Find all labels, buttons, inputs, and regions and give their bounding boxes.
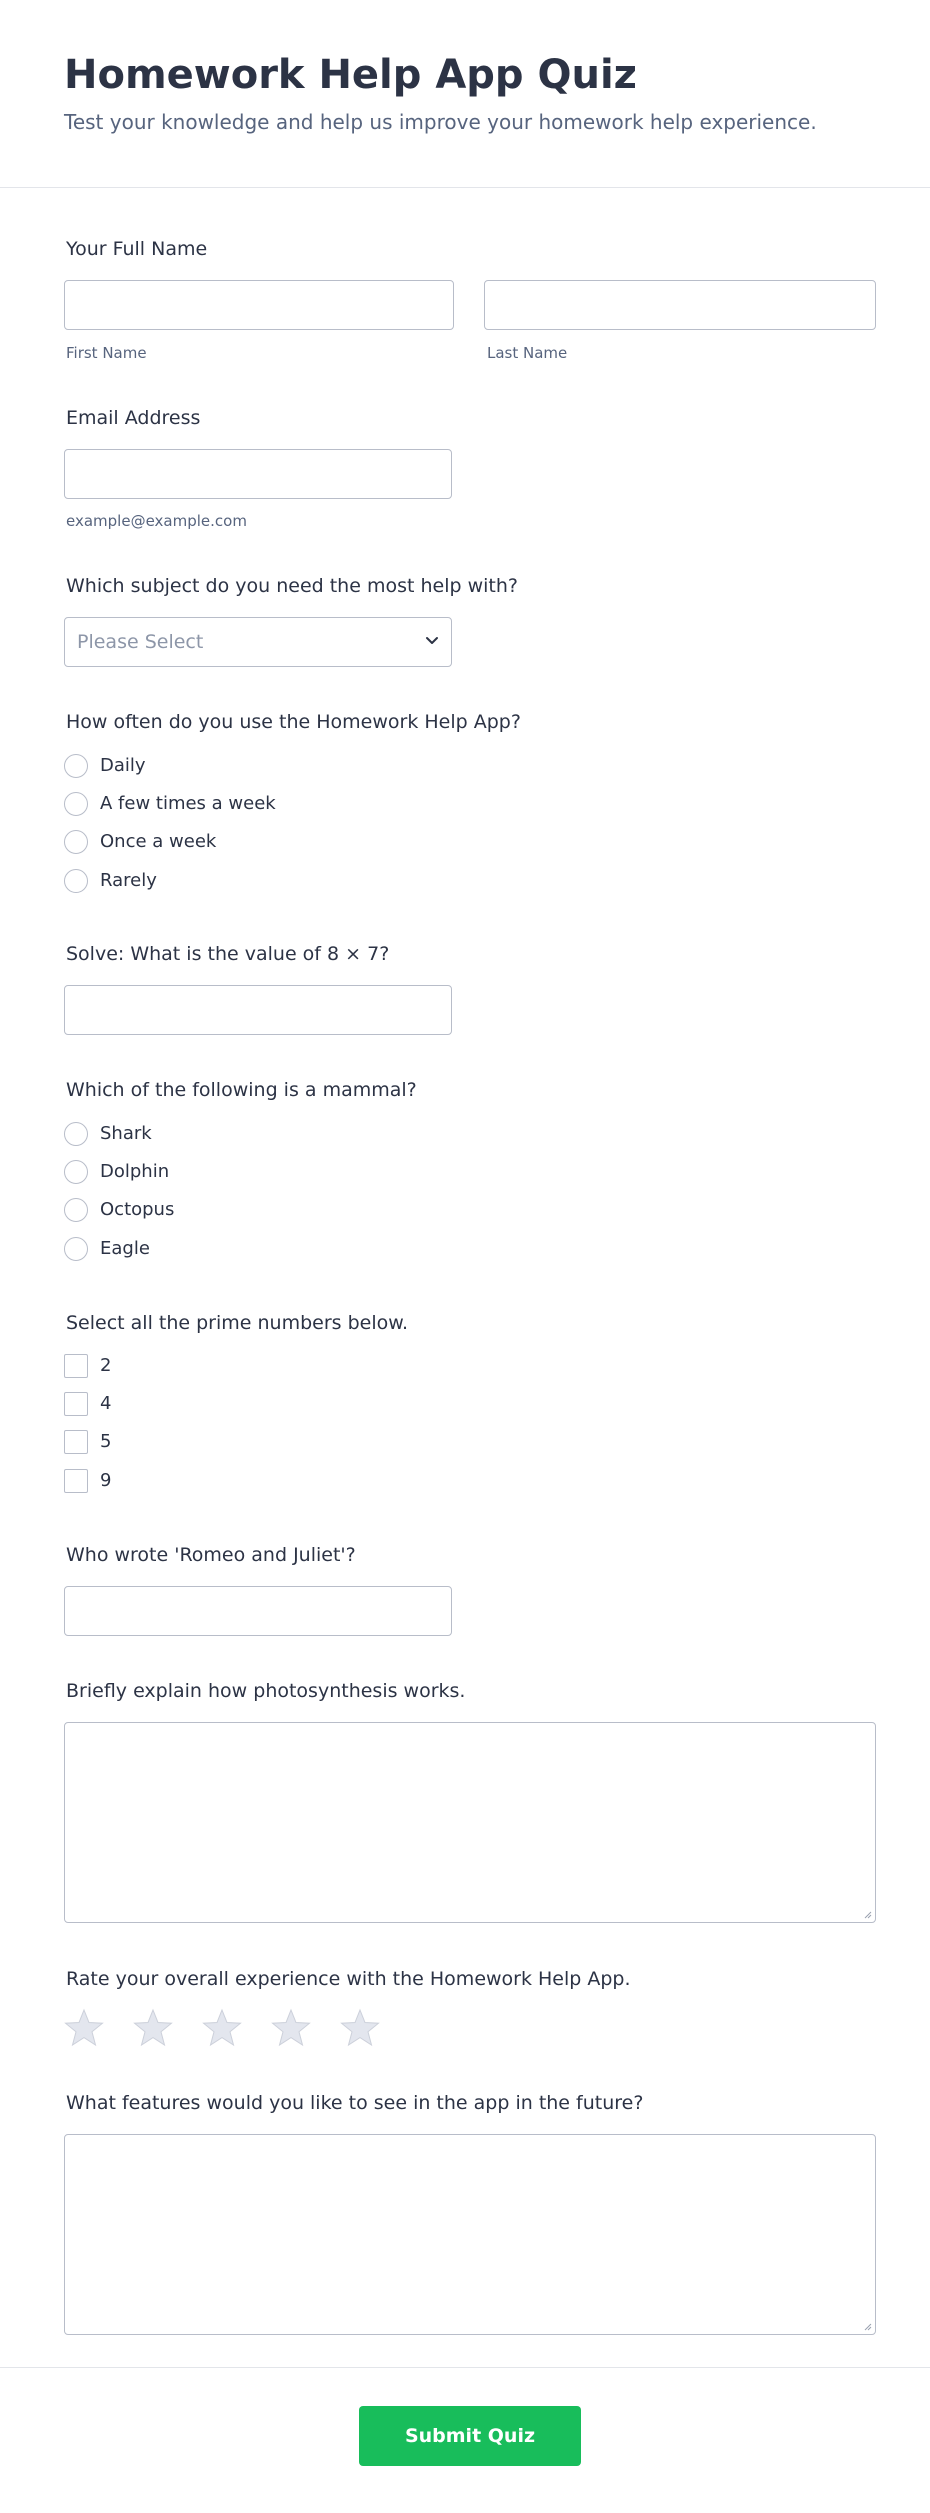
author-answer-input[interactable] xyxy=(64,1586,452,1636)
features-question-label: What features would you like to see in the app in the future? xyxy=(66,2092,644,2114)
email-sublabel: example@example.com xyxy=(66,512,247,530)
option-label: Shark xyxy=(100,1123,152,1144)
resize-handle-icon[interactable] xyxy=(862,1909,872,1919)
photosynthesis-question-label: Briefly explain how photosynthesis works. xyxy=(66,1680,466,1702)
star-icon[interactable] xyxy=(271,2008,311,2048)
form-header xyxy=(0,0,930,188)
subject-select[interactable] xyxy=(64,617,452,667)
radio-button[interactable] xyxy=(64,830,88,854)
email-input[interactable] xyxy=(64,449,452,499)
option-label: Eagle xyxy=(100,1238,150,1259)
star-icon[interactable] xyxy=(202,2008,242,2048)
form-footer xyxy=(0,2367,930,2513)
first-name-input[interactable] xyxy=(64,280,454,330)
checkbox[interactable] xyxy=(64,1354,88,1378)
mammal-question-label: Which of the following is a mammal? xyxy=(66,1079,417,1101)
star-icon[interactable] xyxy=(64,2008,104,2048)
email-label: Email Address xyxy=(66,407,201,429)
option-label: Octopus xyxy=(100,1199,175,1220)
checkbox[interactable] xyxy=(64,1469,88,1493)
last-name-sublabel: Last Name xyxy=(487,344,568,362)
page-subtitle: Test your knowledge and help us improve your homework help experience. xyxy=(64,110,817,134)
author-question-label: Who wrote 'Romeo and Juliet'? xyxy=(66,1544,356,1566)
frequency-label: How often do you use the Homework Help App? xyxy=(66,711,521,733)
star-icon[interactable] xyxy=(133,2008,173,2048)
submit-button[interactable]: Submit Quiz xyxy=(359,2406,581,2466)
option-label: 2 xyxy=(100,1355,112,1376)
star-icon[interactable] xyxy=(340,2008,380,2048)
option-label: A few times a week xyxy=(100,793,276,814)
resize-handle-icon[interactable] xyxy=(862,2321,872,2331)
first-name-sublabel: First Name xyxy=(66,344,147,362)
option-label: Rarely xyxy=(100,870,157,891)
checkbox[interactable] xyxy=(64,1392,88,1416)
primes-question-label: Select all the prime numbers below. xyxy=(66,1312,409,1334)
radio-button[interactable] xyxy=(64,869,88,893)
option-label: Daily xyxy=(100,755,146,776)
radio-button[interactable] xyxy=(64,1198,88,1222)
full-name-label: Your Full Name xyxy=(66,238,208,260)
checkbox[interactable] xyxy=(64,1430,88,1454)
radio-button[interactable] xyxy=(64,754,88,778)
subject-label: Which subject do you need the most help with? xyxy=(66,575,518,597)
radio-button[interactable] xyxy=(64,792,88,816)
last-name-input[interactable] xyxy=(484,280,876,330)
features-textarea[interactable] xyxy=(64,2134,876,2335)
radio-button[interactable] xyxy=(64,1160,88,1184)
rating-question-label: Rate your overall experience with the Homework Help App. xyxy=(66,1968,631,1990)
math-question-label: Solve: What is the value of 8 × 7? xyxy=(66,943,390,965)
radio-button[interactable] xyxy=(64,1122,88,1146)
math-answer-input[interactable] xyxy=(64,985,452,1035)
option-label: Once a week xyxy=(100,831,217,852)
subject-select-value: Please Select xyxy=(77,631,204,653)
option-label: 5 xyxy=(100,1431,112,1452)
chevron-down-icon xyxy=(425,636,439,646)
option-label: Dolphin xyxy=(100,1161,170,1182)
photosynthesis-textarea[interactable] xyxy=(64,1722,876,1923)
option-label: 4 xyxy=(100,1393,112,1414)
option-label: 9 xyxy=(100,1470,112,1491)
radio-button[interactable] xyxy=(64,1237,88,1261)
page-title: Homework Help App Quiz xyxy=(64,52,637,98)
